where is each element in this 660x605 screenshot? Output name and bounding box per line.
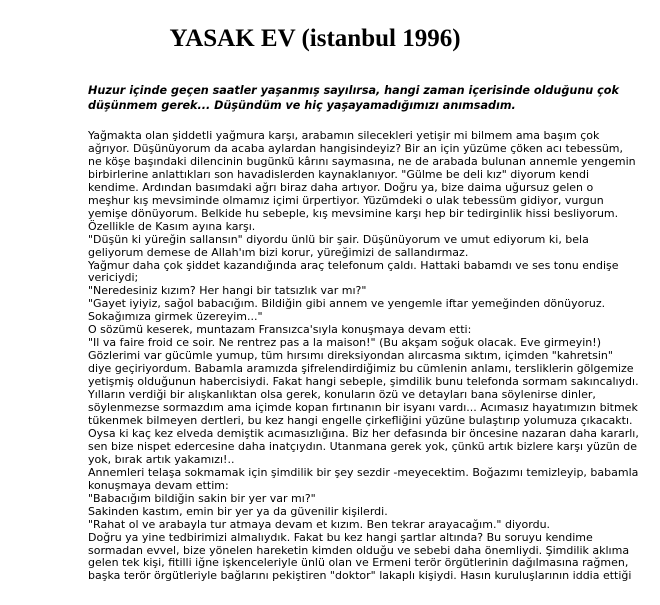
- body-line: Gözlerimi var gücümle yumup, tüm hırsımı direksiyondan alırcasma sıktım, içimden "kahretsin": [88, 349, 613, 363]
- body-line: Yağmakta olan şiddetli yağmura karşı, arabamın silecekleri yetişir mi bilmem ama başım çok: [88, 129, 600, 142]
- intro-paragraph: [88, 84, 619, 113]
- body-line: başka terör örgütleriyle bağlarını pekiştiren "doktor" lakaplı kişiydi. Hasın kuruluşlarının iddia ettiği: [88, 569, 632, 583]
- body-line: diye geçiriyordum. Babamla aramızda şifrelendirdiğimiz bu cümlenin anlamı, tersliklerin gölgemize: [88, 362, 634, 376]
- body-line: meşhur kış mevsiminde olmamız içimi ürpertiyor. Yüzümdeki o ulak tebessüm gidiyor, vurgun: [88, 193, 604, 207]
- body-line: yok, bırak artık yakamızı!..: [88, 452, 235, 466]
- body-line: gelen tek kişi, fitilli iğne işkenceleriyle ünlü olan ve Ermeni terör örgütlerinin dağılmasına rağmen,: [88, 556, 629, 570]
- body-line: söylenmezse sormazdım ama içimde kopan fırtınanın bir isyanı vardı... Acımasız hayatımızın bitmek: [88, 401, 638, 415]
- body-line: birbirlerine anlattıkları son havadislerden kaynaklanıyor. "Gülme be deli kız" diyorum kendi: [88, 167, 589, 181]
- document-title: YASAK EV (istanbul 1996): [169, 25, 461, 52]
- intro-line: Huzur içinde geçen saatler yaşanmış sayılırsa, hangi zaman içerisinde olduğunu çok: [88, 84, 619, 97]
- body-line: kendime. Ardından basımdaki ağrı biraz daha artıyor. Doğru ya, bize daima uğursuz gelen o: [88, 180, 594, 194]
- body-line: sormadan evvel, bize yönelen hareketin kimden olduğu ve sebebi daha önemliydi. Şimdilik aklıma: [88, 543, 630, 557]
- body-line: O sözümü keserek, muntazam Fransızca'sıyla konuşmaya devam etti:: [88, 323, 472, 337]
- body-line: ağrıyor. Düşünüyorum da acaba aylardan hangisindeyiz? Bir an için yüzüme çöken acı tebessüm,: [88, 141, 623, 155]
- body-line: Sakinden kastım, emin bir yer ya da güvenilir kişilerdi.: [88, 504, 388, 518]
- body-line: Yağmur daha çok şiddet kazandığında araç telefonum çaldı. Hattaki babamdı ve ses tonu endişe: [88, 258, 619, 272]
- body-line: Oysa ki kaç kez elveda demiştik acımasızlığına. Biz her defasında bir öncesine nazaran daha kararlı,: [88, 426, 639, 440]
- body-line: "Il va faire froid ce soir. Ne rentrez pas a la maison!" (Bu akşam soğuk olacak. Eve girmeyin!): [88, 336, 601, 350]
- body-line: Sokağımıza girmek üzereyim...": [88, 310, 263, 324]
- body-line: "Rahat ol ve arabayla tur atmaya devam et kızım. Ben tekrar arayacağım." diyordu.: [88, 517, 551, 531]
- body-line: "Neredesiniz kızım? Her hangi bir tatsızlık var mı?": [88, 284, 367, 298]
- body-line: Yılların verdiği bir alışkanlıktan olsa gerek, konuların özü ve detayları bana söylenirse dinler,: [88, 388, 596, 402]
- body-line: tükenmek bilmeyen dertleri, bu kez hangi engelle çirkefliğini yüzüne bulaştırıp yolumuza çıkacaktı.: [88, 413, 633, 427]
- body-line: Annemleri telaşa sokmamak için şimdilik bir şey sezdir -meyecektim. Boğazımı temizleyip, babamla: [88, 465, 639, 479]
- body-line: Doğru ya yine tedbirimizi almalıydık. Fakat bu kez hangi şartlar altında? Bu soruyu kendime: [88, 530, 593, 544]
- body-line: "Babacığım bildiğin sakin bir yer var mı?": [88, 491, 316, 505]
- body-line: vericiydi;: [88, 271, 139, 285]
- body-line: geliyorum demese de Allah'ım bizi korur, yüreğimizi de sallandırmaz.: [88, 245, 469, 259]
- body-line: "Gayet iyiyiz, sağol babacığım. Bildiğin gibi annem ve yengemle iftar yemeğinden dönüyoruz.: [88, 297, 606, 311]
- body-line: ne köşe başındaki dilencinin bugünkü kârını saymasına, ne de arabada bulunan annemle yengemin: [88, 154, 636, 168]
- intro-line: düşünmem gerek... Düşündüm ve hiç yaşayamadığımızı anımsadım.: [88, 98, 516, 112]
- body-line: yemişe dönüyorum. Belkide hu sebeple, kış mevsimine karşı hep bir tedirginlik hissi besliyorum.: [88, 206, 619, 220]
- body-line: Özellikle de Kasım ayına karşı.: [88, 219, 256, 233]
- body-paragraph: [88, 130, 648, 583]
- body-line: yetişmiş olduğunun habercisiydi. Fakat hangi sebeple, şimdilik bunu telefonda sormam sakıncalıydı.: [88, 375, 639, 389]
- body-line: konuşmaya devam ettim:: [88, 478, 229, 492]
- body-line: sen bize nispet edercesine daha inatçıydın. Utanmana gerek yok, çünkü artık bizlere karşı yüzün de: [88, 439, 637, 453]
- body-line: "Düşün ki yüreğin sallansın" diyordu ünlü bir şair. Düşünüyorum ve umut ediyorum ki, bela: [88, 232, 589, 246]
